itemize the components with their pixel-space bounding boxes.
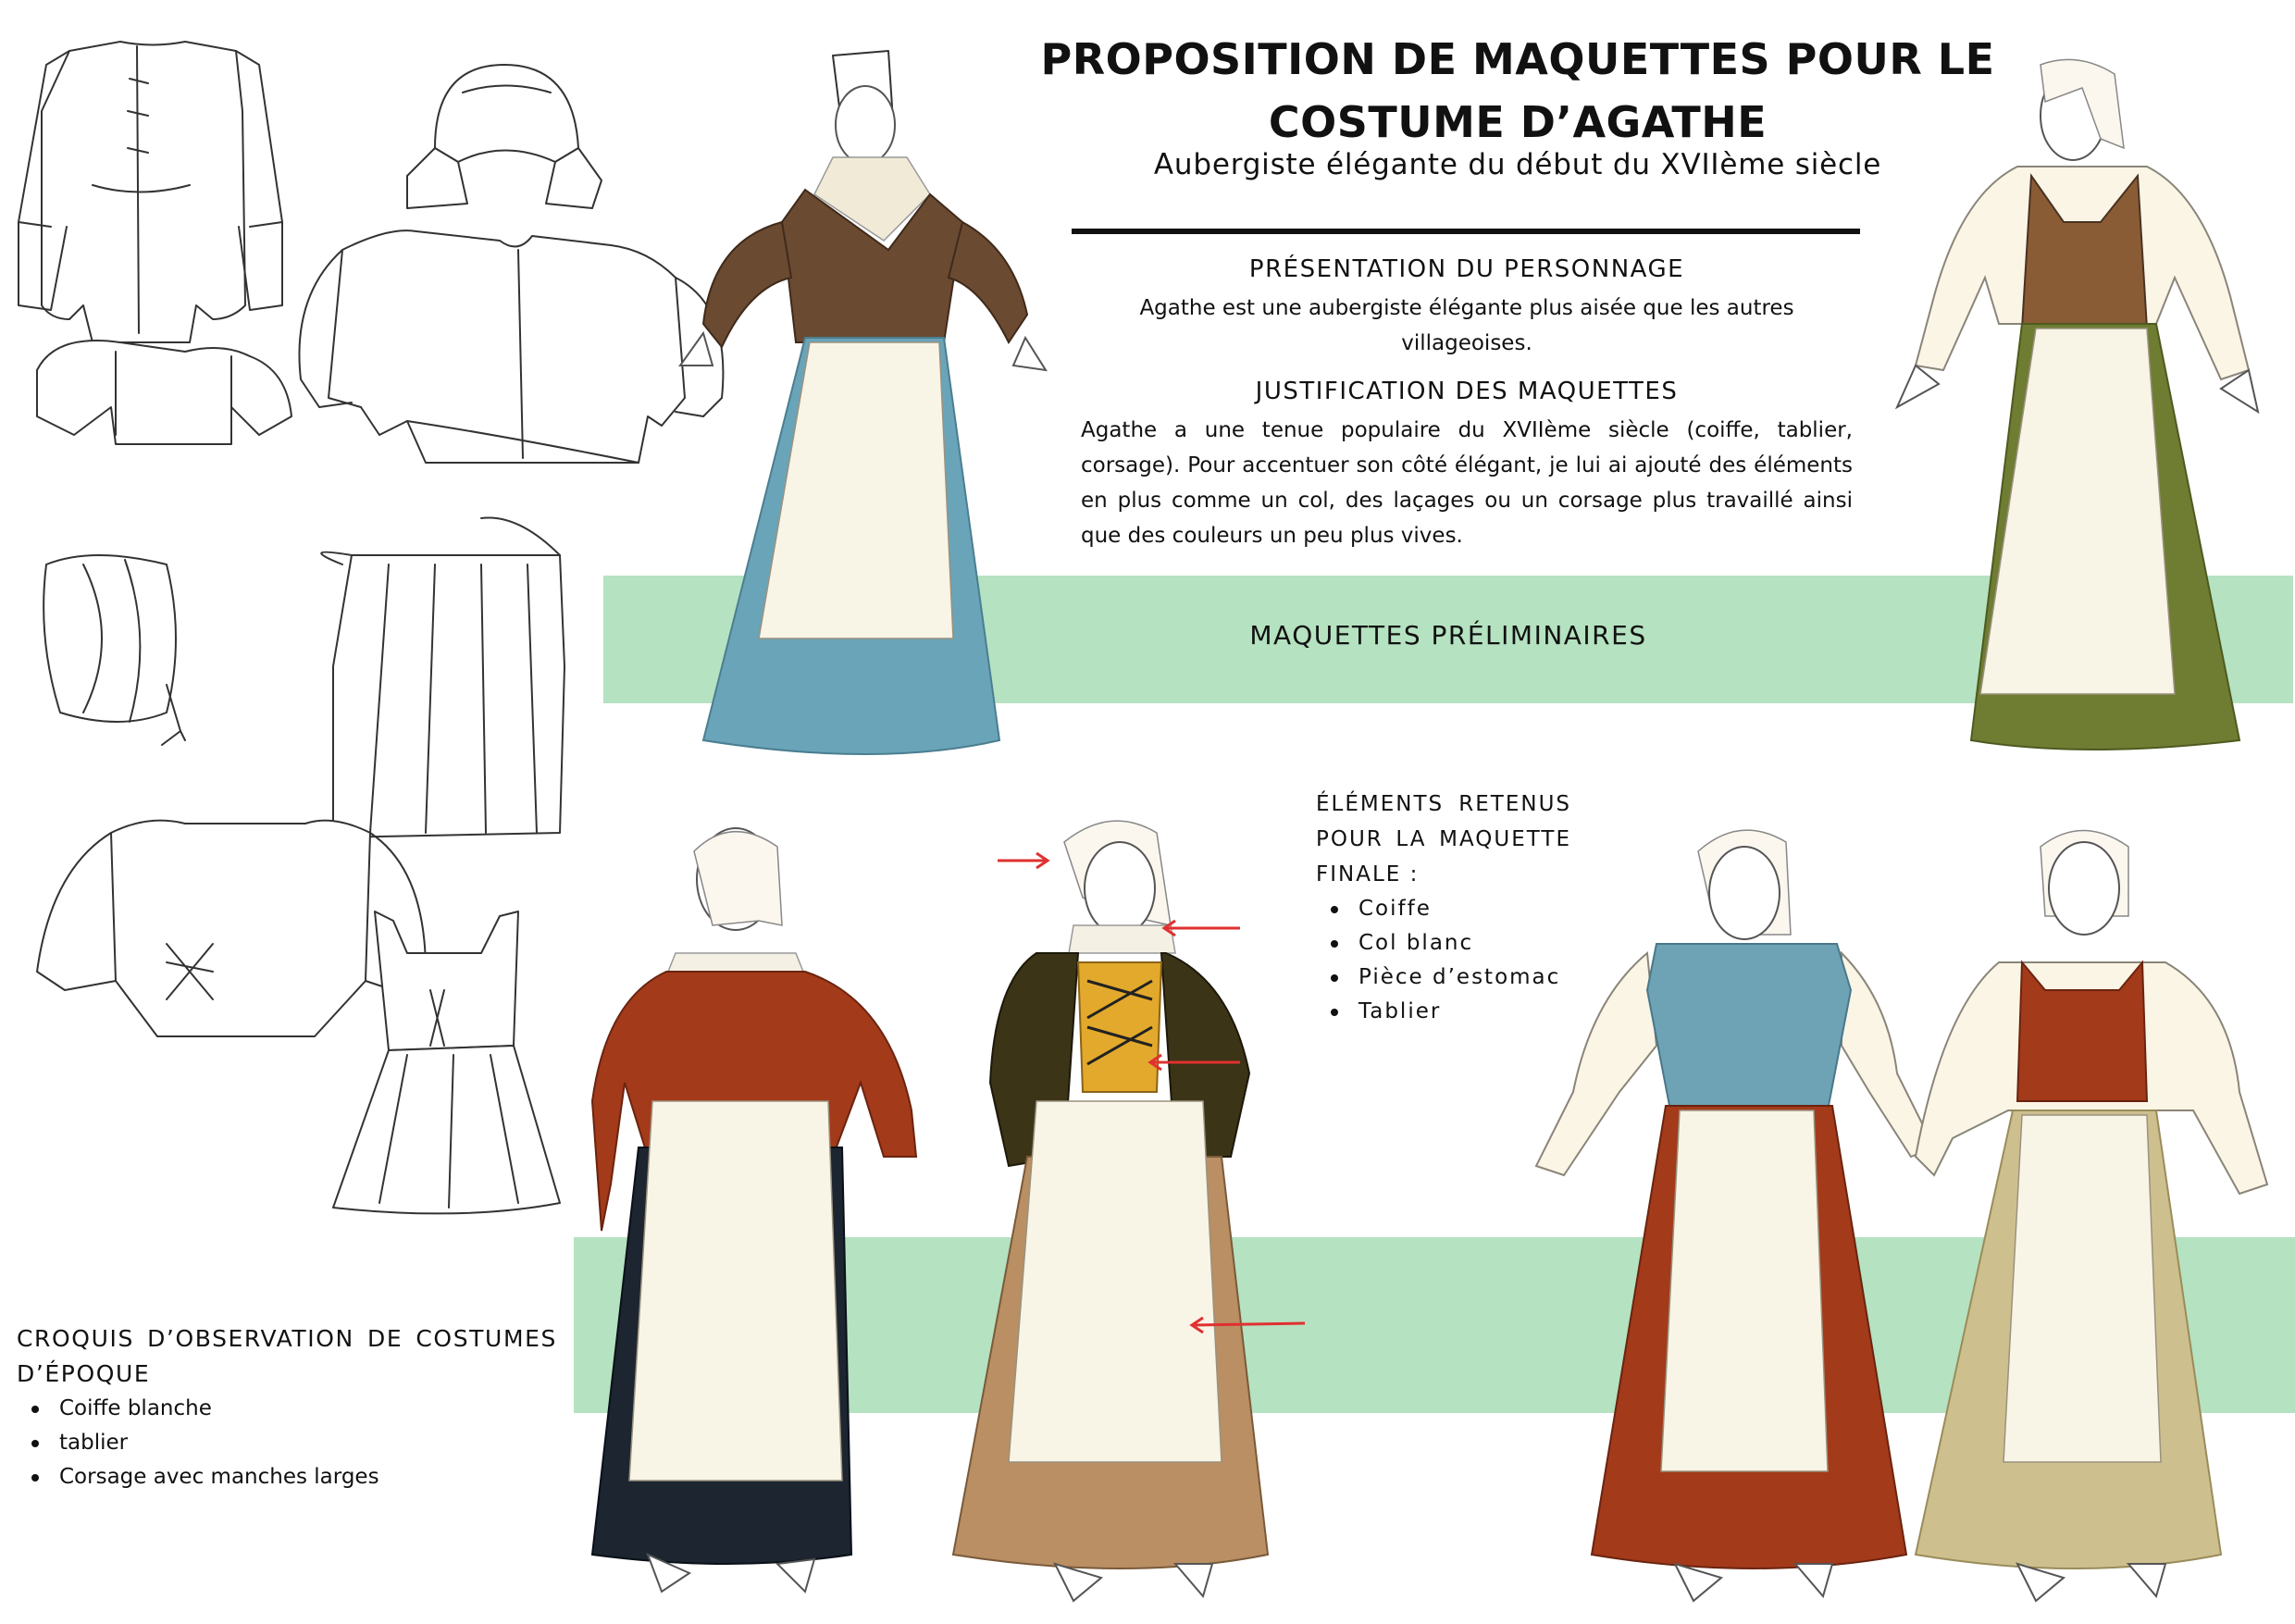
page-subtitle: Aubergiste élégante du début du XVIIème siècle	[1153, 148, 1882, 181]
sketch-jacket	[19, 42, 282, 342]
list-item: Coiffe	[1316, 892, 1571, 926]
preliminary-mockups-label: MAQUETTES PRÉLIMINAIRES	[1249, 620, 1647, 651]
sketch-laced-bodice	[37, 821, 426, 1036]
figure-rust-khaki	[1916, 831, 2267, 1602]
justification-heading: JUSTIFICATION DES MAQUETTES	[1255, 378, 1679, 405]
retained-elements	[1316, 787, 1571, 1029]
justification-text: Agathe a une tenue populaire du XVIIème siècle (coiffe, tablier, corsage). Pour accentuer son côté élégant, je lui ai ajouté des éléments en plus comme un col, des laçages ou un corsage plus travaillé ainsi que des couleurs un peu plus vives.	[1081, 418, 1853, 548]
sketches-caption	[17, 1321, 557, 1494]
sketch-collar	[37, 341, 292, 444]
figure-brown-blue	[680, 51, 1046, 754]
sketches-list	[17, 1392, 557, 1494]
presentation-heading: PRÉSENTATION DU PERSONNAGE	[1248, 255, 1685, 283]
figure-rust-dark	[592, 828, 916, 1592]
figure-yellow-tan	[953, 821, 1268, 1601]
list-item: tablier	[17, 1426, 557, 1460]
figure-blue-rust	[1536, 830, 1934, 1601]
page-title: PROPOSITION DE MAQUETTES POUR LE COSTUME D’AGATHE	[1040, 34, 1995, 147]
sketch-coif-top	[407, 65, 602, 208]
list-item: Col blanc	[1316, 926, 1571, 961]
list-item: Pièce d’estomac	[1316, 961, 1571, 995]
sketches-heading: CROQUIS D’OBSERVATION DE COSTUMES D’ÉPOQUE	[17, 1325, 557, 1387]
sketch-skirt	[321, 518, 564, 838]
list-item: Coiffe blanche	[17, 1392, 557, 1426]
presentation-text: Agathe est une aubergiste élégante plus aisée que les autres villageoises.	[1139, 296, 1794, 355]
retained-elements-list	[1316, 892, 1571, 1029]
retained-elements-heading: ÉLÉMENTS RETENUS POUR LA MAQUETTE FINALE :	[1316, 792, 1571, 886]
list-item: Tablier	[1316, 995, 1571, 1029]
title-divider	[1072, 229, 1860, 234]
sketch-bonnet	[43, 555, 185, 745]
sketch-chemise	[299, 230, 723, 463]
list-item: Corsage avec manches larges	[17, 1460, 557, 1494]
